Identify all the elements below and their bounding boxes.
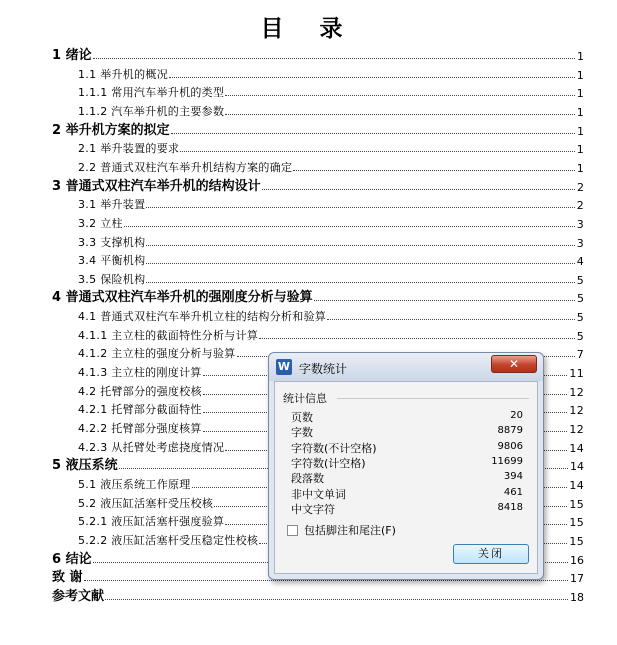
toc-entry-text: 致 谢 <box>52 570 83 586</box>
stat-row <box>291 440 523 455</box>
toc-dot-leader <box>225 113 574 115</box>
word-count-dialog <box>268 352 544 580</box>
stat-label: 段落数 <box>291 472 324 486</box>
toc-page-number: 12 <box>569 423 584 436</box>
toc-page-number: 3 <box>576 217 584 231</box>
toc-entry-text: 参考文献 <box>52 588 105 604</box>
toc-dot-leader <box>146 262 574 264</box>
toc-entry[interactable] <box>52 176 584 194</box>
stat-row <box>291 486 523 501</box>
toc-dot-leader <box>124 225 575 227</box>
toc-page-number: 1 <box>576 143 584 157</box>
toc-page-number: 2 <box>576 199 584 213</box>
toc-page-number: 12 <box>569 404 584 418</box>
toc-entry-text: 5.2.2 液压缸活塞杆受压稳定性校核 <box>78 533 259 547</box>
toc-entry-text: 5.2.1 液压缸活塞杆强度验算 <box>78 515 225 529</box>
toc-dot-leader <box>180 150 574 152</box>
toc-page-number: 15 <box>569 534 584 548</box>
stat-label: 字符数(不计空格) <box>291 441 377 455</box>
toc-dot-leader <box>169 76 575 78</box>
toc-entry-text: 4.2.3 从托臂处考虑挠度情况 <box>78 440 225 454</box>
toc-entry[interactable] <box>78 64 584 82</box>
toc-entry-text: 1.1.2 汽车举升机的主要参数 <box>78 104 225 118</box>
toc-page-number: 1 <box>576 68 584 82</box>
toc-entry-text: 3.1 举升装置 <box>78 198 146 212</box>
footnote-checkbox-label: 包括脚注和尾注(F) <box>304 524 396 537</box>
toc-entry-text: 5.2 液压缸活塞杆受压校核 <box>78 496 214 510</box>
toc-page-number: 2 <box>577 180 584 194</box>
stat-value: 394 <box>503 471 523 483</box>
stats-group-label: 统计信息 <box>283 392 327 405</box>
toc-page-number: 15 <box>569 497 584 511</box>
toc-page-number: 15 <box>569 516 584 530</box>
toc-page-number: 11 <box>569 367 584 381</box>
toc-entry-text: 2.1 举升装置的要求 <box>78 142 180 156</box>
toc-entry-text: 2 举升机方案的拟定 <box>52 122 170 138</box>
toc-page-number: 1 <box>576 161 584 175</box>
toc-entry-text: 4.1.1 主立柱的截面特性分析与计算 <box>78 328 259 342</box>
toc-dot-leader <box>259 337 575 339</box>
toc-dot-leader <box>293 169 574 171</box>
toc-dot-leader <box>327 318 574 320</box>
toc-page-number: 5 <box>576 329 584 343</box>
stat-label: 页数 <box>291 411 313 424</box>
toc-entry[interactable] <box>78 194 584 212</box>
close-x-button[interactable]: ✕ <box>491 355 537 373</box>
toc-entry-text: 4.2.1 托臂部分截面特性 <box>78 403 202 417</box>
toc-entry[interactable] <box>52 287 584 305</box>
dialog-titlebar[interactable] <box>269 353 543 381</box>
toc-page-number: 5 <box>576 273 584 287</box>
toc-page-number: 1 <box>576 87 584 101</box>
toc-page-number: 12 <box>569 385 584 399</box>
toc-dot-leader <box>225 94 574 96</box>
footnote-checkbox[interactable] <box>287 525 298 536</box>
stat-row <box>291 455 523 470</box>
stat-value: 8879 <box>497 425 523 437</box>
toc-entry[interactable] <box>78 325 584 343</box>
stat-label: 字数 <box>291 426 313 440</box>
toc-entry-text: 4.2.2 托臂部分强度核算 <box>78 422 202 435</box>
stat-label: 字符数(计空格) <box>291 456 366 470</box>
toc-entry[interactable] <box>52 45 584 63</box>
dialog-title: 字数统计 <box>299 362 348 376</box>
stat-value: 20 <box>510 410 523 421</box>
toc-entry-text: 6 结论 <box>52 551 92 567</box>
toc-entry[interactable] <box>78 157 584 175</box>
toc-page-number: 14 <box>570 460 584 474</box>
toc-entry-text: 4.1.3 主立柱的刚度计算 <box>78 366 202 380</box>
stat-row <box>291 501 523 516</box>
toc-entry[interactable] <box>78 82 584 100</box>
toc-entry-text: 1.1.1 常用汽车举升机的类型 <box>78 86 225 100</box>
toc-page-number: 4 <box>576 255 584 269</box>
toc-entry[interactable] <box>78 232 584 250</box>
toc-page-number: 1 <box>577 50 584 63</box>
dialog-body <box>274 381 538 574</box>
toc-page-number: 1 <box>577 124 584 138</box>
toc-dot-leader <box>314 299 575 301</box>
toc-page-number: 5 <box>576 311 584 325</box>
app-logo-icon: W <box>277 360 291 373</box>
toc-page-number: 16 <box>570 553 584 567</box>
footnote-option[interactable] <box>287 522 396 538</box>
toc-entry[interactable] <box>78 306 584 324</box>
toc-dot-leader <box>146 281 574 283</box>
toc-entry-text: 2.2 普通式双柱汽车举升机结构方案的确定 <box>78 160 293 174</box>
toc-entry[interactable] <box>52 586 584 604</box>
toc-page-number: 5 <box>577 292 584 306</box>
toc-entry[interactable] <box>78 101 584 119</box>
toc-entry[interactable] <box>78 250 584 268</box>
toc-entry-text: 3.4 平衡机构 <box>78 254 146 268</box>
toc-page-number: 17 <box>570 572 584 586</box>
toc-dot-leader <box>262 188 575 190</box>
toc-page-number: 7 <box>576 348 584 362</box>
toc-entry-text: 3 普通式双柱汽车举升机的结构设计 <box>52 178 261 194</box>
toc-page-number: 3 <box>576 236 584 250</box>
toc-entry-text: 4.2 托臂部分的强度校核 <box>78 384 202 398</box>
toc-dot-leader <box>146 244 574 246</box>
stat-value: 8418 <box>497 501 523 513</box>
toc-entry-text: 5.1 液压系统工作原理 <box>78 477 191 491</box>
toc-entry[interactable] <box>52 120 584 138</box>
stat-row <box>291 424 523 439</box>
toc-entry-text: 5 液压系统 <box>52 458 118 474</box>
stat-row <box>291 409 523 424</box>
toc-entry-text: 1.1 举升机的概况 <box>78 67 168 81</box>
toc-dot-leader <box>105 598 568 600</box>
toc-entry-text: 1 绪论 <box>52 48 92 63</box>
stat-value: 11699 <box>491 455 523 467</box>
toc-entry-text: 4 普通式双柱汽车举升机的强刚度分析与验算 <box>52 290 313 306</box>
close-button[interactable]: 关闭 <box>453 544 529 564</box>
toc-entry-text: 3.2 立柱 <box>78 216 123 230</box>
stat-value: 461 <box>503 486 523 498</box>
toc-entry-text: 4.1 普通式双柱汽车举升机立柱的结构分析和验算 <box>78 310 327 324</box>
toc-entry[interactable] <box>78 213 584 231</box>
toc-entry-text: 3.5 保险机构 <box>78 272 146 286</box>
toc-dot-leader <box>171 132 575 134</box>
stat-label: 中文字符 <box>291 502 335 516</box>
toc-entry-text: 3.3 支撑机构 <box>78 235 146 249</box>
stat-row <box>291 470 523 485</box>
toc-page-number: 14 <box>569 478 584 492</box>
toc-page-number: 14 <box>569 441 584 455</box>
toc-page-number: 1 <box>576 105 584 119</box>
toc-entry[interactable] <box>78 269 584 287</box>
toc-page-number: 18 <box>570 590 584 604</box>
toc-entry-text: 4.1.2 主立柱的强度分析与验算 <box>78 347 236 361</box>
page-title: 目 录 <box>260 15 357 42</box>
toc-dot-leader <box>146 206 574 208</box>
stat-value: 9806 <box>497 440 523 452</box>
stat-label: 非中文单词 <box>291 487 346 501</box>
group-divider <box>337 398 529 399</box>
toc-dot-leader <box>93 57 575 59</box>
toc-entry[interactable] <box>78 138 584 156</box>
